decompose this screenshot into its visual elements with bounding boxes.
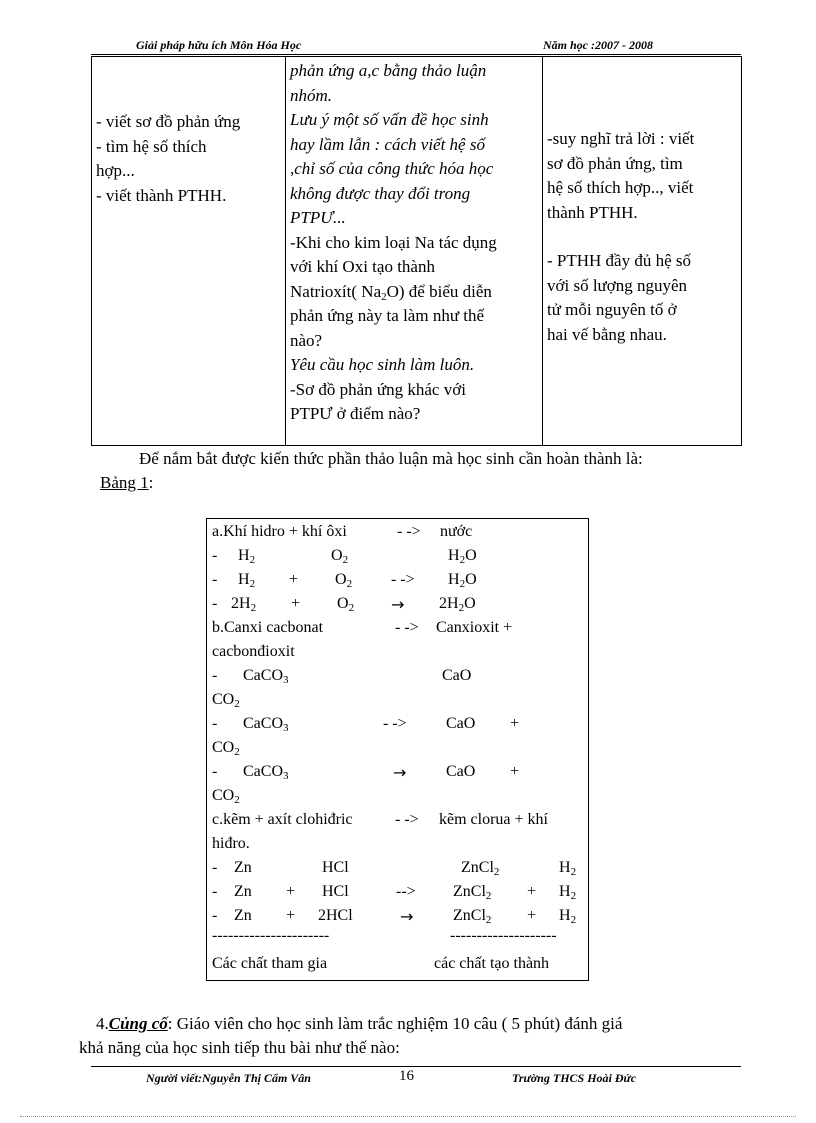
eq-a-title: a.Khí hidro + khí ôxi - -> nước — [212, 523, 473, 540]
eq-c-2: - Zn + HCl --> ZnCl$_2$ + $H_2$ — [212, 883, 577, 902]
eq-c-3: - Zn + 2HCl → ZnCl$_2$ + $H_2$ — [212, 907, 577, 926]
intro-text: Để nắm bắt được kiến thức phần thảo luận mà học sinh cần hoàn thành là: — [139, 449, 643, 468]
header-left: Giải pháp hữu ích Môn Hóa Học — [136, 38, 302, 52]
eq-b-3b: $CO_2$ — [212, 787, 240, 806]
eq-b-title2: cacbonđioxit — [212, 643, 295, 660]
header-right: Năm học :2007 - 2008 — [543, 38, 653, 52]
teacher-activity-col1: - viết sơ đồ phản ứng - tìm hệ số thích hợp... - viết thành PTHH. — [92, 57, 286, 446]
footer-left: Người viết:Nguyễn Thị Cẩm Vân — [146, 1071, 311, 1085]
eq-dashes: ---------------------- -------------------- — [212, 927, 557, 944]
footer-right: Trường THCS Hoài Đức — [512, 1071, 637, 1085]
eq-c-title: c.kẽm + axít clohiđric - -> kẽm clorua + khí — [212, 811, 548, 828]
eq-c-title2: hiđro. — [212, 835, 250, 852]
table-label: Bảng 1: — [100, 473, 154, 492]
eq-b-1b: $CO_2$ — [212, 691, 240, 710]
eq-footer: Các chất tham gia các chất tạo thành — [212, 955, 550, 972]
footer-rule — [91, 1066, 741, 1067]
eq-b-title: b.Canxi cacbonat - -> Canxioxit + — [212, 619, 513, 636]
eq-b-2: - CaCO$_3$ - -> CaO + — [212, 715, 520, 734]
eq-c-1: - Zn HCl ZnCl$_2$ $H_2$ — [212, 859, 577, 878]
equation-box — [206, 518, 589, 981]
eq-a-3: - $2H_2$ + $O_2$ → $2H_2O$ — [212, 595, 476, 614]
student-activity-col3: -suy nghĩ trả lời : viết sơ đồ phản ứng, tìm hệ số thích hợp.., viết thành PTHH. - PTHH đầy đủ hệ số với số lượng nguyên tử mỗi nguyên tố ở hai vế bằng nhau. — [543, 57, 742, 446]
section4-line2: khả năng của học sinh tiếp thu bài như thế nào: — [79, 1038, 400, 1057]
eq-a-1: - $H_2$ $O_2$ $H_2O$ — [212, 547, 477, 566]
page-bottom-dots — [20, 1116, 796, 1117]
lesson-table — [91, 56, 742, 446]
eq-b-3: - CaCO$_3$ → CaO + — [212, 763, 520, 782]
teacher-activity-col2: phản ứng a,c bằng thảo luận nhóm. Lưu ý một số vấn đề học sinh hay lầm lẫn : cách viết hệ số ,chỉ số của công thức hóa học không được thay đổi trong PTPƯ... -Khi cho kim loại Na tác dụng với khí Oxi tạo thành Natrioxít( $Na_2O$) để biểu diễn phản ứng này ta làm như thế nào? Yêu cầu học sinh làm luôn. -Sơ đồ phản ứng khác với PTPƯ ở điểm nào? — [286, 57, 543, 446]
eq-a-2: - $H_2$ + $O_2$ - -> $H_2O$ — [212, 571, 477, 590]
eq-b-1: - CaCO$_3$ CaO — [212, 667, 472, 686]
footer-page: 16 — [399, 1068, 414, 1084]
header-rule — [91, 54, 741, 55]
eq-b-2b: $CO_2$ — [212, 739, 240, 758]
section4-line1: 4.Củng cố: Giáo viên cho học sinh làm trắc nghiệm 10 câu ( 5 phút) đánh giá — [96, 1014, 623, 1033]
